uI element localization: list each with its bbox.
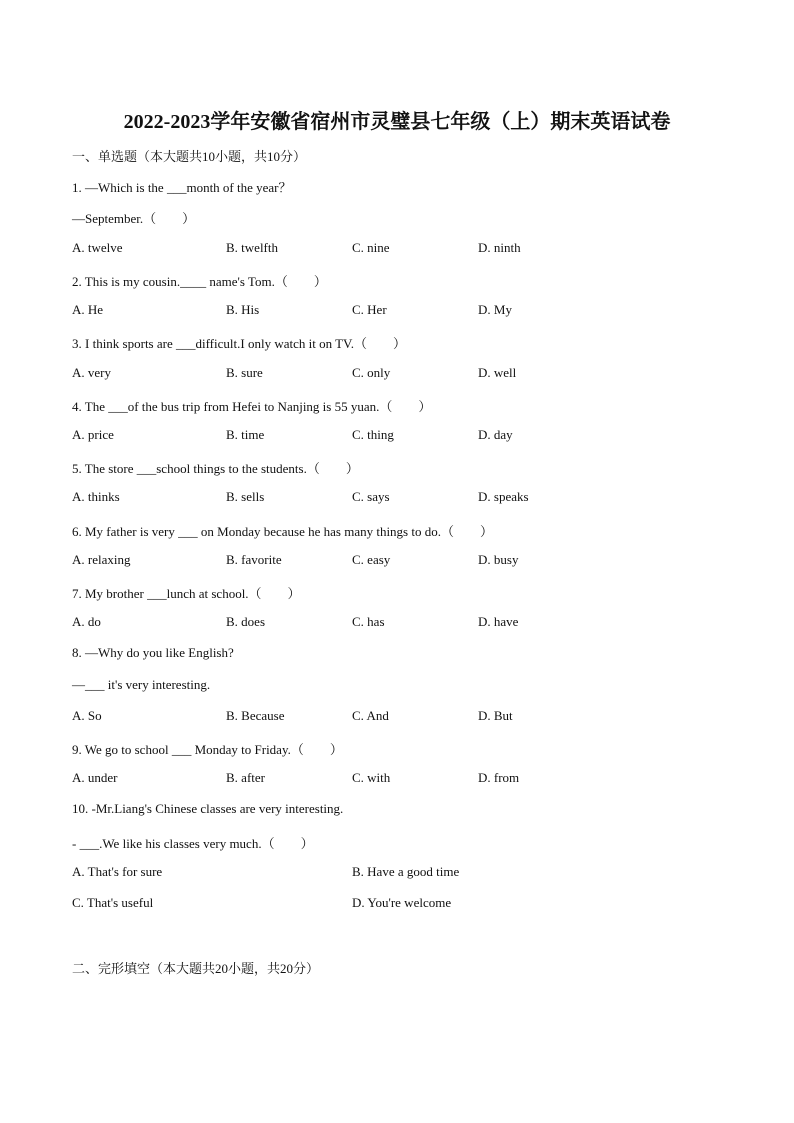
option-d: D. speaks bbox=[478, 489, 529, 504]
question-6-options bbox=[72, 552, 722, 572]
option-a: A. price bbox=[72, 427, 114, 442]
question-2-options bbox=[72, 302, 722, 322]
option-a: A. under bbox=[72, 770, 118, 785]
option-d: D. have bbox=[478, 614, 519, 629]
question-8-line-2: —___ it's very interesting. bbox=[72, 677, 211, 692]
question-8-line-1: 8. —Why do you like English? bbox=[72, 645, 234, 660]
option-c: C. And bbox=[352, 708, 389, 723]
option-a: A. very bbox=[72, 365, 111, 380]
option-b: B. after bbox=[226, 770, 265, 785]
option-b: B. Have a good time bbox=[352, 864, 460, 879]
question-10-line-2: - ___.We like his classes very much.（ ） bbox=[72, 836, 314, 851]
question-4-options bbox=[72, 427, 722, 447]
option-d: D. You're welcome bbox=[352, 895, 452, 910]
option-c: C. That's useful bbox=[72, 895, 154, 910]
option-c: C. says bbox=[352, 489, 390, 504]
option-b: B. sells bbox=[226, 489, 265, 504]
option-a: A. He bbox=[72, 302, 104, 317]
question-10-options-row-1 bbox=[72, 864, 722, 884]
question-1-line-1: 1. —Which is the ___month of the year？ bbox=[72, 180, 292, 195]
option-c: C. with bbox=[352, 770, 391, 785]
section-heading-multiple-choice: 一、单选题（本大题共10小题，共10分） bbox=[72, 149, 307, 164]
option-c: C. only bbox=[352, 365, 391, 380]
option-b: B. time bbox=[226, 427, 265, 442]
option-a: A. So bbox=[72, 708, 102, 723]
option-b: B. sure bbox=[226, 365, 263, 380]
option-d: D. But bbox=[478, 708, 513, 723]
section-heading-cloze: 二、完形填空（本大题共20小题，共20分） bbox=[72, 961, 320, 976]
question-5-options bbox=[72, 489, 722, 509]
question-2-line-1: 2. This is my cousin.____ name's Tom.（ ） bbox=[72, 274, 327, 289]
question-9-line-1: 9. We go to school ___ Monday to Friday.（ ） bbox=[72, 742, 343, 757]
option-b: B. His bbox=[226, 302, 260, 317]
exam-title: 2022-2023学年安徽省宿州市灵璧县七年级（上）期末英语试卷 bbox=[123, 111, 671, 133]
option-d: D. busy bbox=[478, 552, 519, 567]
option-d: D. My bbox=[478, 302, 512, 317]
option-d: D. well bbox=[478, 365, 517, 380]
option-d: D. ninth bbox=[478, 240, 521, 255]
option-c: C. has bbox=[352, 614, 385, 629]
option-c: C. thing bbox=[352, 427, 394, 442]
option-b: B. does bbox=[226, 614, 265, 629]
option-c: C. Her bbox=[352, 302, 387, 317]
question-4-line-1: 4. The ___of the bus trip from Hefei to Nanjing is 55 yuan.（ ） bbox=[72, 399, 432, 414]
question-1-line-2: —September.（ ） bbox=[72, 211, 196, 226]
question-8-options bbox=[72, 708, 722, 728]
option-a: A. twelve bbox=[72, 240, 123, 255]
option-c: C. nine bbox=[352, 240, 390, 255]
option-d: D. from bbox=[478, 770, 520, 785]
option-a: A. thinks bbox=[72, 489, 120, 504]
question-3-line-1: 3. I think sports are ___difficult.I only watch it on TV.（ ） bbox=[72, 336, 406, 351]
option-b: B. twelfth bbox=[226, 240, 278, 255]
question-7-line-1: 7. My brother ___lunch at school.（ ） bbox=[72, 586, 301, 601]
question-1-options bbox=[72, 240, 722, 260]
question-7-options bbox=[72, 614, 722, 634]
question-6-line-1: 6. My father is very ___ on Monday because he has many things to do.（ ） bbox=[72, 524, 493, 539]
option-a: A. That's for sure bbox=[72, 864, 163, 879]
option-d: D. day bbox=[478, 427, 513, 442]
question-10-line-1: 10. -Mr.Liang's Chinese classes are very interesting. bbox=[72, 801, 344, 816]
option-a: A. do bbox=[72, 614, 101, 629]
option-b: B. favorite bbox=[226, 552, 282, 567]
question-5-line-1: 5. The store ___school things to the students.（ ） bbox=[72, 461, 359, 476]
option-c: C. easy bbox=[352, 552, 391, 567]
option-a: A. relaxing bbox=[72, 552, 131, 567]
question-9-options bbox=[72, 770, 722, 790]
question-3-options bbox=[72, 365, 722, 385]
question-10-options-row-2 bbox=[72, 895, 722, 915]
option-b: B. Because bbox=[226, 708, 285, 723]
